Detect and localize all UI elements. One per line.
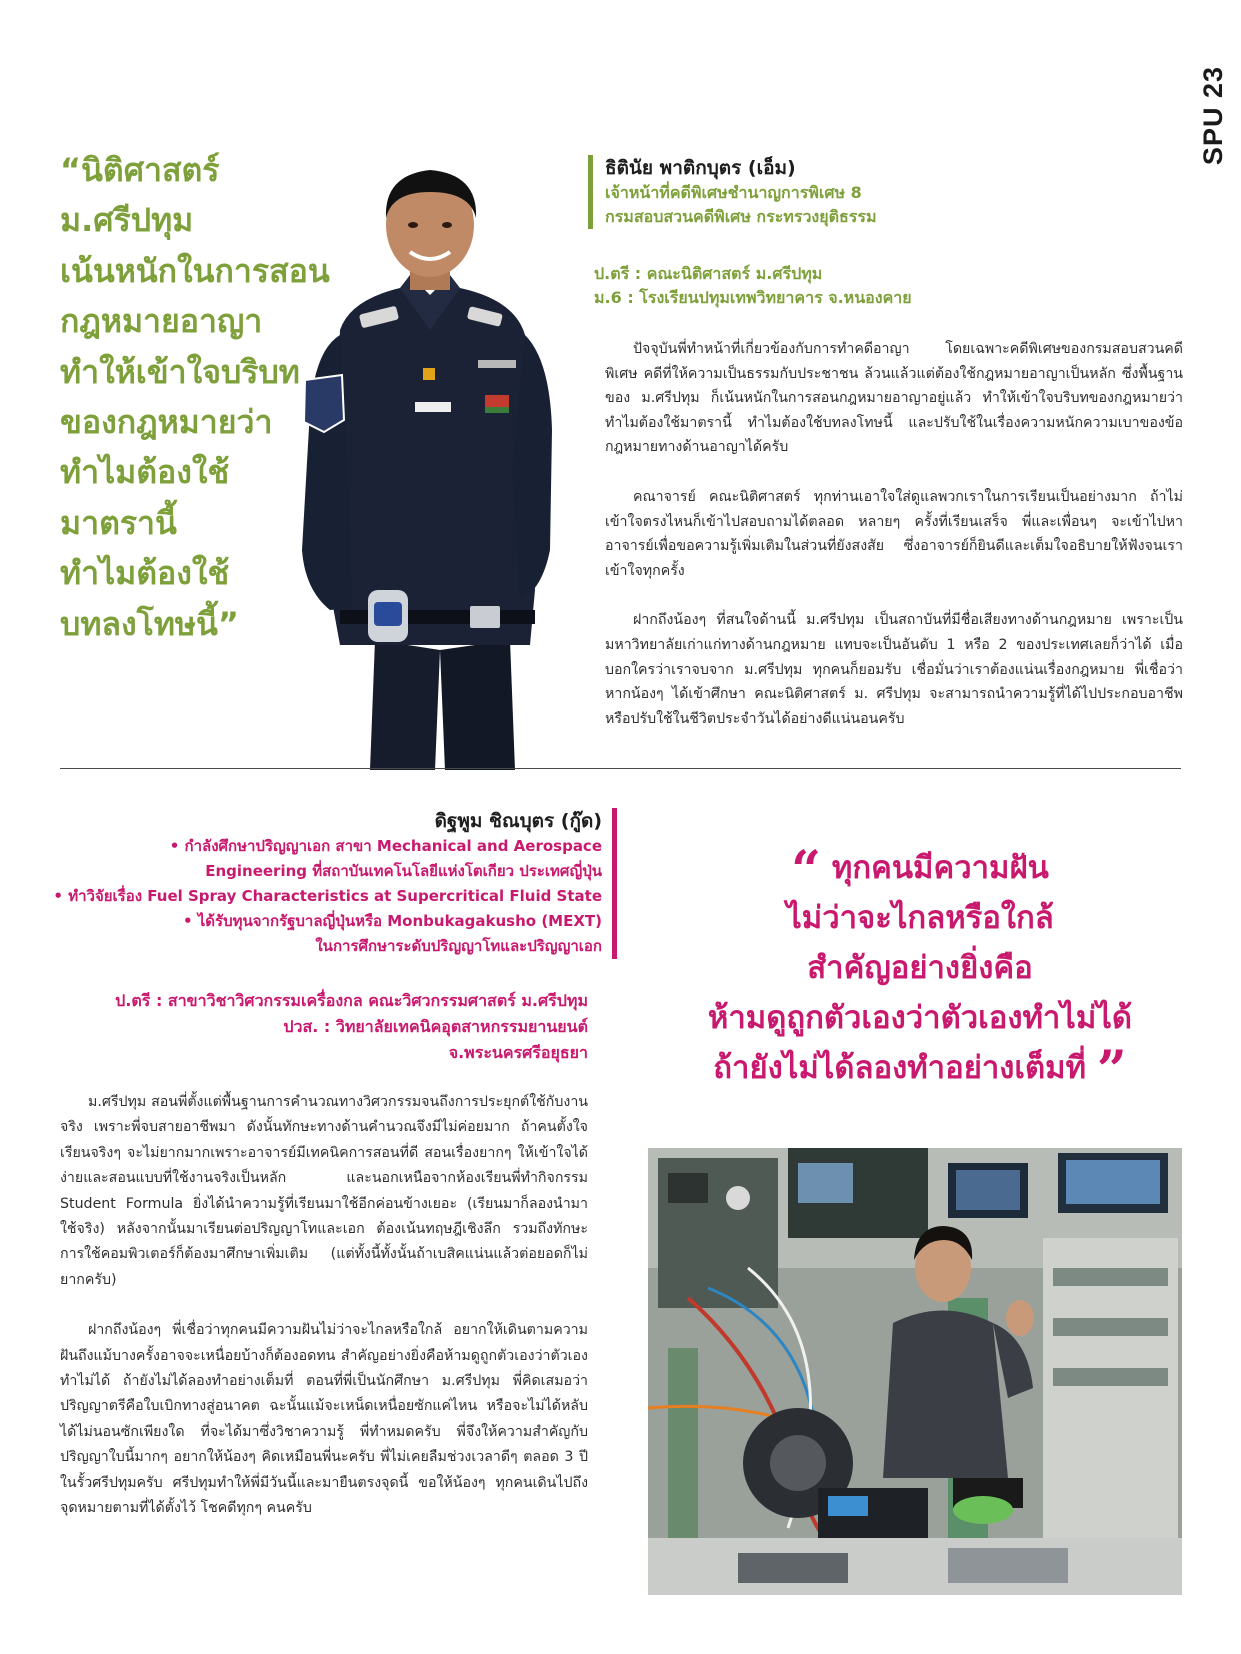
quote-line: ห้ามดูถูกตัวเองว่าตัวเองทำไม่ได้ (707, 1000, 1133, 1036)
quote-line: “นิติศาสตร์ (60, 151, 220, 189)
open-quote-mark: “ (791, 840, 822, 901)
quote-line: บทลงโทษนี้” (60, 604, 239, 643)
achievement-line: • กำลังศึกษาปริญญาเอก สาขา Mechanical and Aerospace (169, 837, 602, 855)
person-role: เจ้าหน้าที่คดีพิเศษชำนาญการพิเศษ 8 (605, 183, 862, 202)
person-role: กรมสอบสวนคดีพิเศษ กระทรวงยุติธรรม (605, 207, 877, 226)
achievement-line: • ได้รับทุนจากรัฐบาลญี่ปุ่นหรือ Monbukagakusho (MEXT) (182, 912, 602, 930)
achievement-line: • ทำวิจัยเรื่อง Fuel Spray Characteristics at Supercritical Fluid State (53, 887, 602, 905)
quote-line: สำคัญอย่างยิ่งคือ (807, 950, 1033, 986)
quote-line: ทำให้เข้าใจบริบท (60, 352, 300, 391)
education-block-2 (40, 988, 588, 1066)
education-line: จ.พระนครศรีอยุธยา (448, 1043, 588, 1062)
profile-header-1 (588, 155, 1198, 229)
quote-line: เน้นหนักในการสอน (60, 251, 330, 290)
article-body-1 (605, 337, 1183, 756)
quote-text: ถ้ายังไม่ได้ลองทำอย่างเต็มที่ (713, 1050, 1087, 1086)
person-name: ดิฐพูม ชิณบุตร (กู๊ด) (434, 810, 602, 832)
achievement-line: Engineering ที่สถาบันเทคโนโลยีแห่งโตเกียว ประเทศญี่ปุ่น (205, 862, 602, 880)
quote-line: มาตรานี้ (60, 503, 177, 542)
paragraph: ปัจจุบันพี่ทำหน้าที่เกี่ยวข้องกับการทำคดีอาญา โดยเฉพาะคดีพิเศษของกรมสอบสวนคดีพิเศษ คดีที่ให้ความเป็นธรรมกับประชาชน ล้วนแล้วแต่ต้องใช้กฎหมายอาญาเป็นหลัก ซึ่งพื้นฐานของ ม.ศรีปทุม ก็เน้นหนักในการสอนกฎหมายอาญาอยู่แล้ว ทำให้เข้าใจบริบทของกฎหมายว่า ทำไมต้องใช้มาตรานี้ ทำไมต้องใช้บทลงโทษนี้ และปรับใช้ในเรื่องความหนักความเบาของข้อกฎหมายทางด้านอาญาได้ครับ (605, 341, 1183, 456)
article-body-2 (60, 1090, 588, 1547)
quote-line: ไม่ว่าจะไกลหรือใกล้ (786, 900, 1054, 936)
close-quote-mark: ” (1096, 1040, 1127, 1101)
quote-line: กฎหมายอาญา (60, 302, 263, 341)
paragraph: ม.ศรีปทุม สอนพี่ตั้งแต่พื้นฐานการคำนวณทางวิศวกรรมจนถึงการประยุกต์ใช้กับงานจริง เพราะพี่จบสายอาชีพมา ดังนั้นทักษะทางด้านคำนวณจึงมีไม่ค่อยมาก ถ้าคนตั้งใจเรียนจริงๆ จะไม่ยากมากเพราะอาจารย์มีเทคนิคการสอนที่ดี สอนเรื่องยากๆ ให้เข้าใจได้ง่ายและสอนแบบที่ใช้งานจริงเป็นหลัก และนอกเหนือจากห้องเรียนพี่ทำกิจกรรม Student Formula ยิ่งได้นำความรู้ที่เรียนมาใช้อีกค่อนข้างเยอะ (เรียนมาก็ลองนำมาใช้จริง) หลังจากนั้นมาเรียนต่อปริญญาโทและเอก ต้องเน้นทฤษฎีเชิงลึก รวมถึงทักษะการใช้คอมพิวเตอร์ก็ต้องมาศึกษาเพิ่มเติม (แต่ทั้งนี้ทั้งนั้นถ้าเบสิคแน่นแล้วต่อยอดก็ไม่ยากครับ) (60, 1094, 588, 1288)
profile-header-2 (40, 808, 617, 959)
quote-line: ทำไมต้องใช้ (60, 453, 230, 492)
quote-text: ทุกคนมีความฝัน (831, 850, 1049, 886)
education-line: ม.6 : โรงเรียนปทุมเทพวิทยาคาร จ.หนองคาย (594, 288, 912, 307)
paragraph: คณาจารย์ คณะนิติศาสตร์ ทุกท่านเอาใจใส่ดูแลพวกเราในการเรียนเป็นอย่างมาก ถ้าไม่เข้าใจตรงไหนก็เข้าไปสอบถามได้ตลอด หลายๆ ครั้งที่เรียนเสร็จ พี่และเพื่อนๆ จะเข้าไปหาอาจารย์เพื่อขอความรู้เพิ่มเติมในส่วนที่ยังสงสัย ซึ่งอาจารย์ก็ยินดีและเต็มใจอธิบายให้ฟังจนเราเข้าใจทุกครั้ง (605, 488, 1183, 579)
laboratory-photo (648, 1148, 1182, 1595)
paragraph: ฝากถึงน้องๆ พี่เชื่อว่าทุกคนมีความฝันไม่ว่าจะไกลหรือใกล้ อยากให้เดินตามความฝันถึงแม้บางครั้งอาจจะเหนื่อยบ้างก็ต้องอดทน สำคัญอย่างยิ่งคือห้ามดูถูกตัวเองว่าตัวเองทำไม่ได้ ถ้ายังไม่ได้ลองทำอย่างเต็มที่ ตอนที่พี่เป็นนักศึกษา ม.ศรีปทุม พี่คิดเสมอว่า ปริญญาตรีคือใบเบิกทางสู่อนาคต ฉะนั้นแม้จะเหน็ดเหนื่อยซักแค่ไหน หรือจะไม่ได้หลับได้ไม่นอนซักเพียงใด ที่จะได้มาซึ่งวิชาความรู้ พี่ทำหมดครับ พี่จึงให้ความสำคัญกับปริญญาใบนี้มากๆ อยากให้น้องๆ คิดเหมือนพี่นะครับ พี่ไม่เคยลืมช่วงเวลาดีๆ ตลอด 3 ปีในรั้วศรีปทุมครับ ศรีปทุมทำให้พี่มีวันนี้และมายืนตรงจุดนี้ ขอให้น้องๆ ทุกคนเดินไปถึงจุดหมายตามที่ได้ตั้งไว้ โชคดีทุกๆ คนครับ (60, 1322, 588, 1517)
quote-line (640, 840, 1200, 901)
quote-line: ม.ศรีปทุม (60, 201, 194, 240)
section-divider (60, 768, 1181, 769)
pull-quote-dream (640, 840, 1200, 1101)
education-block-1 (594, 262, 1194, 310)
education-line: ป.ตรี : สาขาวิชาวิศวกรรมเครื่องกล คณะวิศวกรรมศาสตร์ ม.ศรีปทุม (115, 991, 588, 1010)
achievement-line: ในการศึกษาระดับปริญญาโทและปริญญาเอก (315, 937, 602, 955)
education-line: ป.ตรี : คณะนิติศาสตร์ ม.ศรีปทุม (594, 264, 823, 283)
person-name: ธิตินัย พาติกบุตร (เอ็ม) (605, 157, 796, 179)
quote-line (640, 1040, 1200, 1101)
quote-line: ทำไมต้องใช้ (60, 554, 230, 593)
quote-line: ของกฎหมายว่า (60, 403, 273, 442)
paragraph: ฝากถึงน้องๆ ที่สนใจด้านนี้ ม.ศรีปทุม เป็นสถาบันที่มีชื่อเสียงทางด้านกฎหมาย เพราะเป็นมหาวิทยาลัยเก่าแก่ทางด้านกฎหมาย แทบจะเป็นอันดับ 1 หรือ 2 ของประเทศเลยก็ว่าได้ เมื่อบอกใครว่าเราจบจาก ม.ศรีปทุม ทุกคนก็ยอมรับ เชื่อมั่นว่าเราต้องแน่นเรื่องกฎหมาย พี่เชื่อว่าหากน้องๆ ได้เข้าศึกษา คณะนิติศาสตร์ ม. ศรีปทุม จะสามารถนำความรู้ที่ได้ไปประกอบอาชีพหรือปรับใช้ในชีวิตประจำวันได้อย่างดีแน่นอนครับ (605, 612, 1183, 727)
page-number: SPU 23 (1198, 66, 1228, 166)
officer-portrait-photo (280, 170, 580, 770)
education-line: ปวส. : วิทยาลัยเทคนิคอุตสาหกรรมยานยนต์ (283, 1017, 588, 1036)
